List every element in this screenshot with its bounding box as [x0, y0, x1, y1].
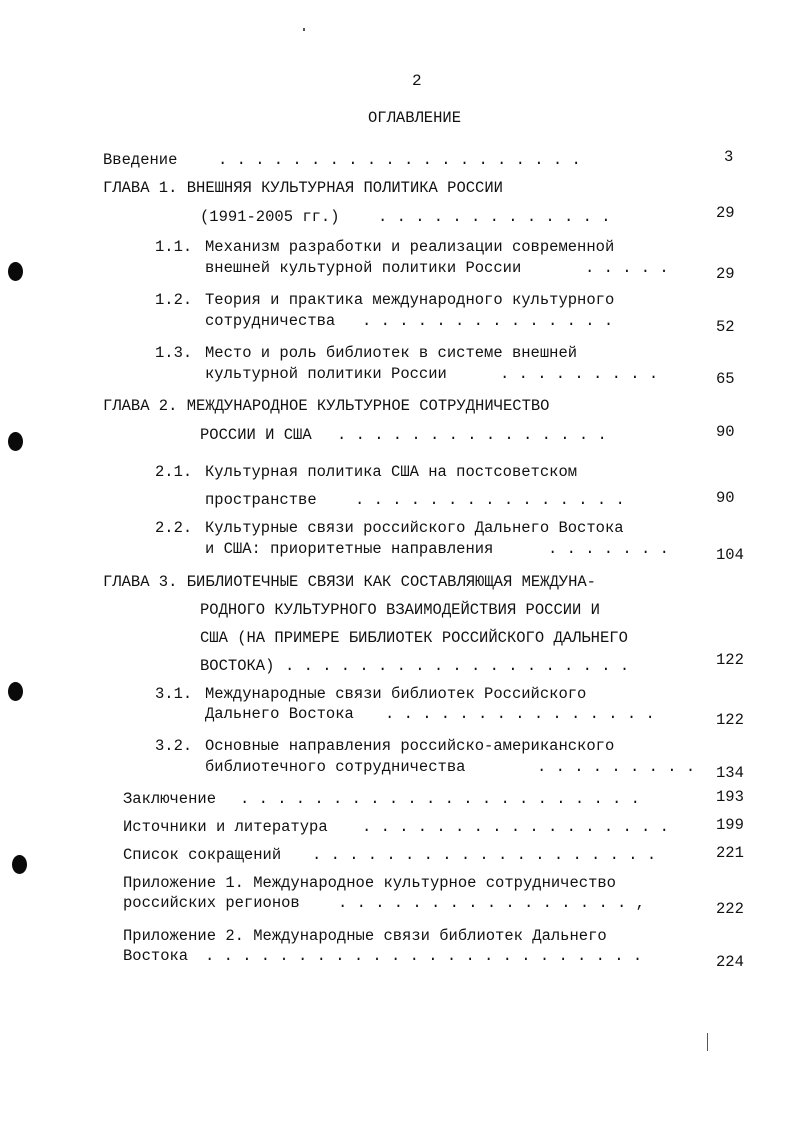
- section-title-line-2: библиотечного сотрудничества: [205, 758, 466, 776]
- leader-dots: . . . . . . . . . . . . . . . . . . .: [285, 657, 630, 675]
- chapter-title-line-1: ГЛАВА 1. ВНЕШНЯЯ КУЛЬТУРНАЯ ПОЛИТИКА РОССИИ: [103, 179, 503, 197]
- scan-speck: [303, 28, 305, 31]
- section-title-line-1: Теория и практика международного культурного: [205, 291, 615, 309]
- chapter-title-line-2: РОССИИ И США: [200, 426, 312, 444]
- section-title-line-2: внешней культурной политики России: [205, 259, 522, 277]
- page-ref: 193: [716, 788, 744, 806]
- punch-hole-4: [12, 855, 27, 874]
- page-ref: 52: [716, 318, 735, 336]
- leader-dots: . . . . . . . . . . . . .: [378, 208, 611, 226]
- page-ref: 90: [716, 489, 735, 507]
- section-title-line-2: Дальнего Востока: [205, 705, 354, 723]
- leader-dots: . . . . . . . . . . . . . . .: [385, 705, 655, 723]
- leader-dots: . . . . . . . . .: [500, 365, 659, 383]
- leader-dots: . . . . . . . . . . . . . . .: [337, 426, 607, 444]
- page-ref: 65: [716, 370, 735, 388]
- page-ref: 199: [716, 816, 744, 834]
- appendix-title-line-1: Приложение 2. Международные связи библиотек Дальнего: [123, 927, 607, 945]
- page-title: ОГЛАВЛЕНИЕ: [368, 109, 462, 127]
- leader-dots: . . . . . . . . . . . . . . . . . . .: [312, 846, 657, 864]
- page-ref: 29: [716, 265, 735, 283]
- section-number: 2.1.: [155, 463, 193, 481]
- punch-hole-1: [8, 262, 23, 281]
- page-ref: 3: [724, 148, 734, 166]
- chapter-title-line-1: ГЛАВА 3. БИБЛИОТЕЧНЫЕ СВЯЗИ КАК СОСТАВЛЯЮЩАЯ МЕЖДУНА-: [103, 573, 596, 591]
- chapter-title-line-4: ВОСТОКА): [200, 657, 275, 675]
- leader-dots: . . . . . . . . . . . . . . . . ,: [338, 894, 645, 912]
- chapter-title-line-2: РОДНОГО КУЛЬТУРНОГО ВЗАИМОДЕЙСТВИЯ РОССИИ И: [200, 601, 600, 619]
- entry-label: Список сокращений: [123, 846, 282, 864]
- page-ref: 221: [716, 844, 744, 862]
- section-number: 1.3.: [155, 344, 193, 362]
- entry-label: Заключение: [123, 790, 217, 808]
- appendix-title-line-2: российских регионов: [123, 894, 300, 912]
- section-title-line-1: Механизм разработки и реализации современной: [205, 238, 615, 256]
- leader-dots: . . . . . . .: [548, 540, 669, 558]
- page-ref: 90: [716, 423, 735, 441]
- section-title-line-1: Международные связи библиотек Российского: [205, 685, 587, 703]
- entry-label: Введение: [103, 151, 178, 169]
- section-title-line-2: пространстве: [205, 491, 317, 509]
- section-number: 1.2.: [155, 291, 193, 309]
- appendix-title-line-2: Востока: [123, 947, 189, 965]
- punch-hole-2: [8, 432, 23, 451]
- section-title-line-2: сотрудничества: [205, 312, 336, 330]
- chapter-title-line-2: (1991-2005 гг.): [200, 208, 340, 226]
- appendix-title-line-1: Приложение 1. Международное культурное сотрудничество: [123, 874, 616, 892]
- chapter-title-line-3: США (НА ПРИМЕРЕ БИБЛИОТЕК РОССИЙСКОГО ДАЛЬНЕГО: [200, 629, 628, 647]
- page-ref: 122: [716, 651, 744, 669]
- leader-dots: . . . . . . . . . . . . . . . . .: [362, 818, 669, 836]
- page-ref: 224: [716, 953, 744, 971]
- section-title-line-1: Основные направления российско-американского: [205, 737, 615, 755]
- page-ref: 222: [716, 900, 744, 918]
- leader-dots: . . . . .: [585, 259, 669, 277]
- page-ref: 122: [716, 711, 744, 729]
- page-number: 2: [412, 72, 422, 90]
- page-ref: 104: [716, 546, 744, 564]
- entry-label: Источники и литература: [123, 818, 328, 836]
- page-ref: 134: [716, 764, 744, 782]
- scan-mark: [707, 1033, 708, 1051]
- leader-dots: . . . . . . . . .: [537, 758, 696, 776]
- section-title-line-2: и США: приоритетные направления: [205, 540, 494, 558]
- leader-dots: . . . . . . . . . . . . . . . . . . . . . . . .: [205, 947, 643, 965]
- section-number: 3.1.: [155, 685, 193, 703]
- section-title-line-2: культурной политики России: [205, 365, 447, 383]
- section-title-line-1: Место и роль библиотек в системе внешней: [205, 344, 578, 362]
- page-ref: 29: [716, 204, 735, 222]
- leader-dots: . . . . . . . . . . . . . . . . . . . . . .: [240, 790, 640, 808]
- section-number: 2.2.: [155, 519, 193, 537]
- punch-hole-3: [8, 682, 23, 701]
- section-number: 1.1.: [155, 238, 193, 256]
- section-title-line-1: Культурные связи российского Дальнего Востока: [205, 519, 624, 537]
- leader-dots: . . . . . . . . . . . . . .: [362, 312, 614, 330]
- chapter-title-line-1: ГЛАВА 2. МЕЖДУНАРОДНОЕ КУЛЬТУРНОЕ СОТРУДНИЧЕСТВО: [103, 397, 550, 415]
- leader-dots: . . . . . . . . . . . . . . . . . . . .: [218, 151, 581, 169]
- section-number: 3.2.: [155, 737, 193, 755]
- leader-dots: . . . . . . . . . . . . . . .: [355, 491, 625, 509]
- section-title-line-1: Культурная политика США на постсоветском: [205, 463, 578, 481]
